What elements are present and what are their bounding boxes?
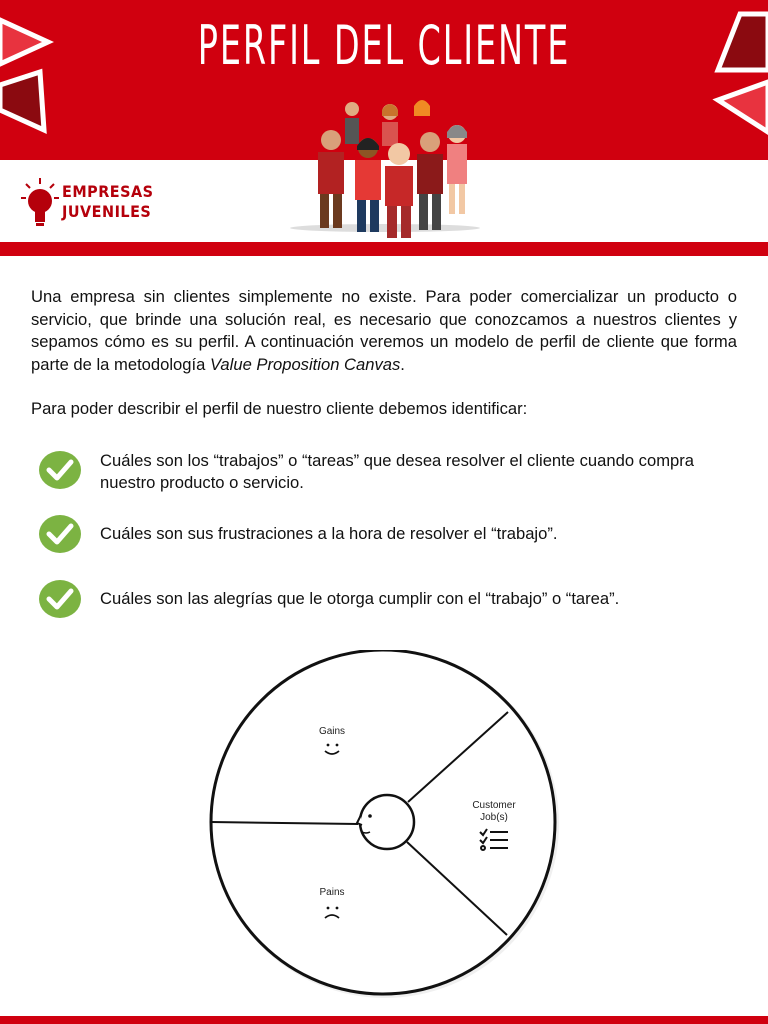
jobs-label-line-1: Customer: [472, 800, 516, 811]
logo-wordmark: [62, 182, 154, 222]
green-check-icon: [38, 514, 82, 554]
logo-line-2: JUVENILES: [62, 202, 152, 221]
green-check-icon: [38, 450, 82, 490]
left-triangle-decoration: [0, 0, 60, 140]
intro-paragraph: [31, 286, 737, 376]
gains-label: Gains: [318, 726, 346, 737]
right-triangle-decoration: [700, 0, 768, 140]
checklist-text: Cuáles son los “trabajos” o “tareas” que desea resolver el cliente cuando compra nuestro producto o servicio.: [100, 451, 694, 492]
pains-label: Pains: [319, 887, 345, 898]
lead-sentence: Para poder describir el perfil de nuestro cliente debemos identificar:: [31, 399, 528, 418]
people-group-illustration: [285, 96, 485, 246]
methodology-name: Value Proposition Canvas: [209, 354, 401, 374]
checklist-text: Cuáles son las alegrías que le otorga cumplir con el “trabajo” o “tarea”.: [100, 589, 620, 608]
footer-divider: [0, 1016, 768, 1024]
green-check-icon: [38, 579, 82, 619]
checklist-text: Cuáles son sus frustraciones a la hora de resolver el “trabajo”.: [100, 524, 558, 543]
page-title: PERFIL DEL CLIENTE: [197, 14, 571, 77]
intro-period: .: [400, 354, 405, 374]
intro-text: Una empresa sin clientes simplemente no existe. Para poder comercializar un producto o servicio, que brinde una solución real, es necesario que conozcamos a nuestros clientes y sepamos cómo es su perfil. A continuación veremos un modelo de perfil de cliente que forma parte de la metodología: [31, 287, 737, 374]
logo-line-1: EMPRESAS: [62, 182, 154, 201]
header-divider: [0, 242, 768, 256]
jobs-label-line-2: Job(s): [480, 812, 508, 823]
customer-profile-diagram: [200, 650, 580, 1000]
